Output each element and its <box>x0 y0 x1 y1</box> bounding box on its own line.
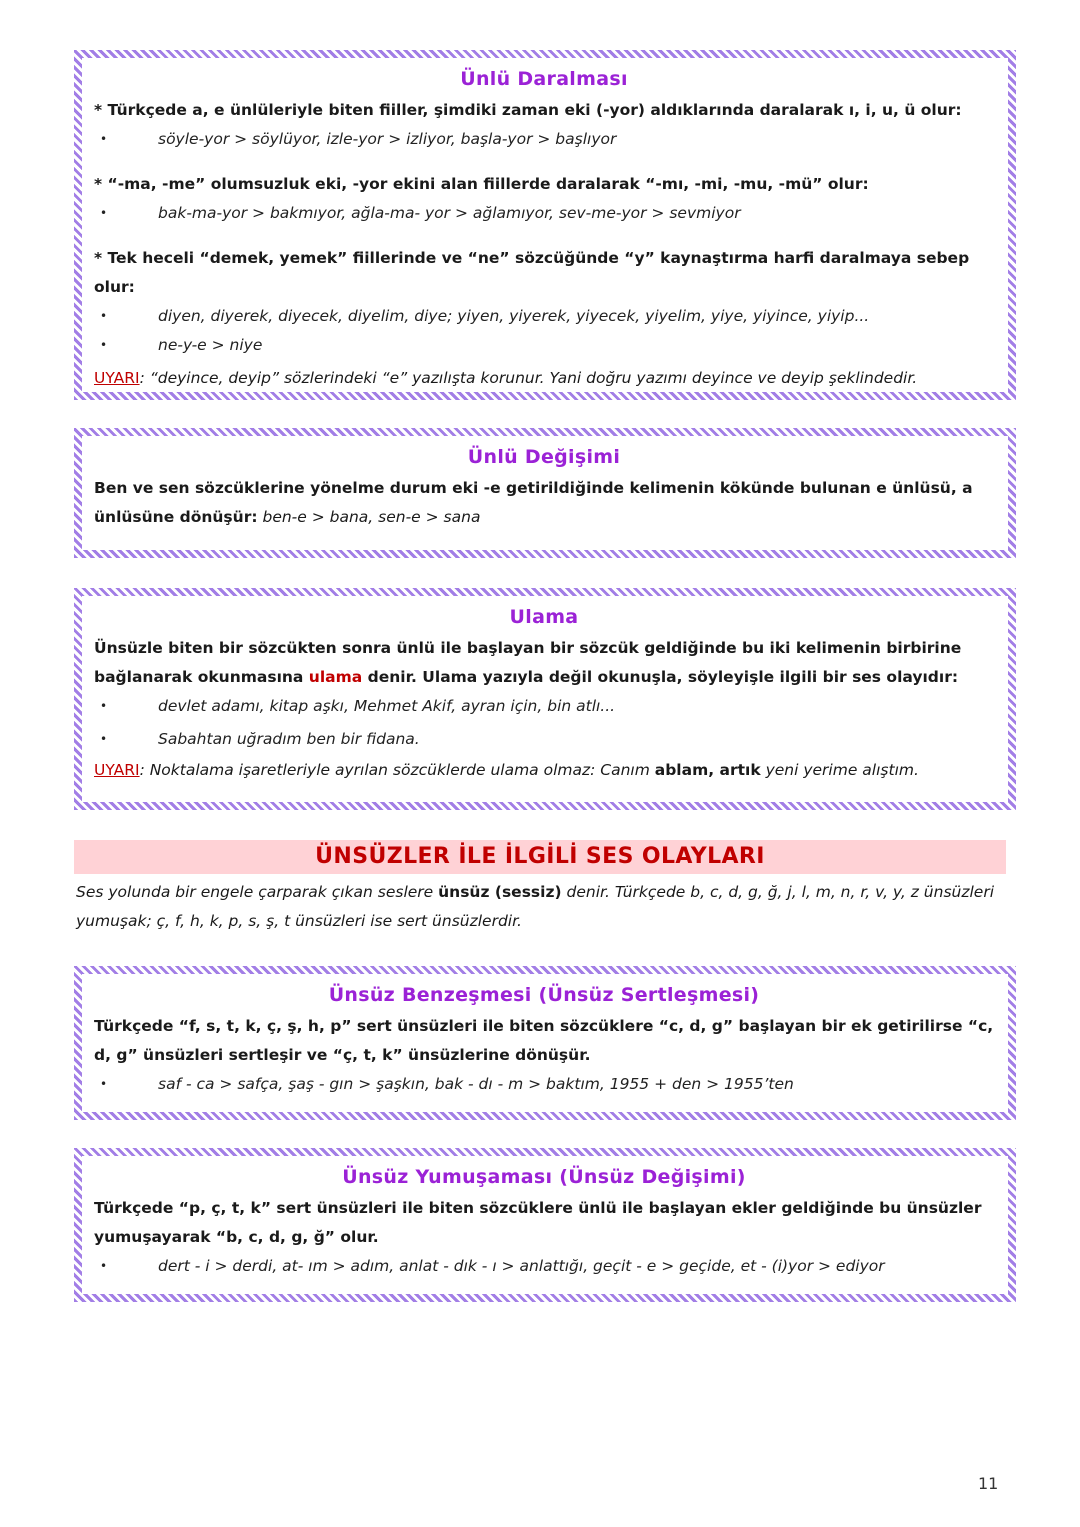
rule-1: * Türkçede a, e ünlüleriyle biten fiiller, şimdiki zaman eki (-yor) aldıklarında daralarak ı, i, u, ü olur: <box>94 101 962 119</box>
unlu-degisimi-box <box>74 428 1016 558</box>
unsuz-yumusamasi-box <box>74 1148 1016 1302</box>
ulama-example-2: • Sabahtan uğradım ben bir fidana. <box>94 725 994 754</box>
section-intro: Ses yolunda bir engele çarparak çıkan seslere ünsüz (sessiz) denir. Türkçede b, c, d, g, ğ, j, l, m, n, r, v, y, z ünsüzleri yumuşak; ç, f, h, k, p, s, ş, t ünsüzleri ise sert ünsüzlerdir. <box>76 883 995 930</box>
warning-label: UYARI <box>94 369 140 387</box>
ulama-title: Ulama <box>509 606 579 628</box>
unsuz-yumusamasi-title: Ünsüz Yumuşaması (Ünsüz Değişimi) <box>342 1166 746 1188</box>
ulama-rule: Ünsüzle biten bir sözcükten sonra ünlü ile başlayan bir sözcük geldiğinde bu iki kelimenin birbirine bağlanarak okunmasına ulama denir. Ulama yazıyla değil okunuşla, söyleyişle ilgili bir ses olayıdır: <box>94 639 962 686</box>
section-title: ÜNSÜZLER İLE İLGİLİ SES OLAYLARI <box>74 840 1006 874</box>
ulama-warning: UYARI: Noktalama işaretleriyle ayrılan sözcüklerde ulama olmaz: Canım ablam, artık yeni yerime alıştım. <box>94 761 919 779</box>
unlu-daralmasi-title: Ünlü Daralması <box>460 68 628 90</box>
unlu-degisimi-title: Ünlü Değişimi <box>467 446 621 468</box>
example-1: • söyle-yor > söylüyor, izle-yor > izliyor, başla-yor > başlıyor <box>94 125 994 154</box>
warning: UYARI: “deyince, deyip” sözlerindeki “e” yazılışta korunur. Yani doğru yazımı deyince ve deyip şeklindedir. <box>94 369 918 387</box>
warning-label: UYARI <box>94 761 140 779</box>
ulama-term: ulama <box>308 668 363 686</box>
ulama-example-1: • devlet adamı, kitap aşkı, Mehmet Akif, ayran için, bin atlı... <box>94 692 994 721</box>
unsuz-benzesmesi-title: Ünsüz Benzeşmesi (Ünsüz Sertleşmesi) <box>328 984 760 1006</box>
ulama-box <box>74 588 1016 810</box>
unsuz-benzesmesi-box <box>74 966 1016 1120</box>
page-number: 11 <box>978 1474 999 1493</box>
unsuz-yumusamasi-rule: Türkçede “p, ç, t, k” sert ünsüzleri ile biten sözcüklere ünlü ile başlayan ekler geldiğinde bu ünsüzler yumuşayarak “b, c, d, g, ğ” olur. <box>94 1199 982 1246</box>
unlu-daralmasi-box <box>74 50 1016 400</box>
unsuz-benzesmesi-example: • saf - ca > safça, şaş - gın > şaşkın, bak - dı - m > baktım, 1955 + den > 1955’ten <box>94 1070 994 1099</box>
rule-3: * Tek heceli “demek, yemek” fiillerinde ve “ne” sözcüğünde “y” kaynaştırma harfi daralmaya sebep olur: <box>94 249 970 296</box>
unlu-degisimi-rule: Ben ve sen sözcüklerine yönelme durum eki -e getirildiğinde kelimenin kökünde bulunan e ünlüsü, a ünlüsüne dönüşür: ben-e > bana, sen-e > sana <box>94 479 973 526</box>
example-2: • bak-ma-yor > bakmıyor, ağla-ma- yor > ağlamıyor, sev-me-yor > sevmiyor <box>94 199 994 228</box>
rule-2: * “-ma, -me” olumsuzluk eki, -yor ekini alan fiillerde daralarak “-mı, -mi, -mu, -mü” olur: <box>94 175 869 193</box>
unsuz-benzesmesi-rule: Türkçede “f, s, t, k, ç, ş, h, p” sert ünsüzleri ile biten sözcüklere “c, d, g” başlayan bir ek getirilirse “c, d, g” ünsüzleri sertleşir ve “ç, t, k” ünsüzlerine dönüşür. <box>94 1017 994 1064</box>
example-3: • diyen, diyerek, diyecek, diyelim, diye; yiyen, yiyerek, yiyecek, yiyelim, yiye, yiyince, yiyip... <box>94 302 994 331</box>
unsuz-yumusamasi-example: • dert - i > derdi, at- ım > adım, anlat - dık - ı > anlattığı, geçit - e > geçide, et - (i)yor > ediyor <box>94 1252 994 1281</box>
example-4: • ne-y-e > niye <box>94 331 994 360</box>
